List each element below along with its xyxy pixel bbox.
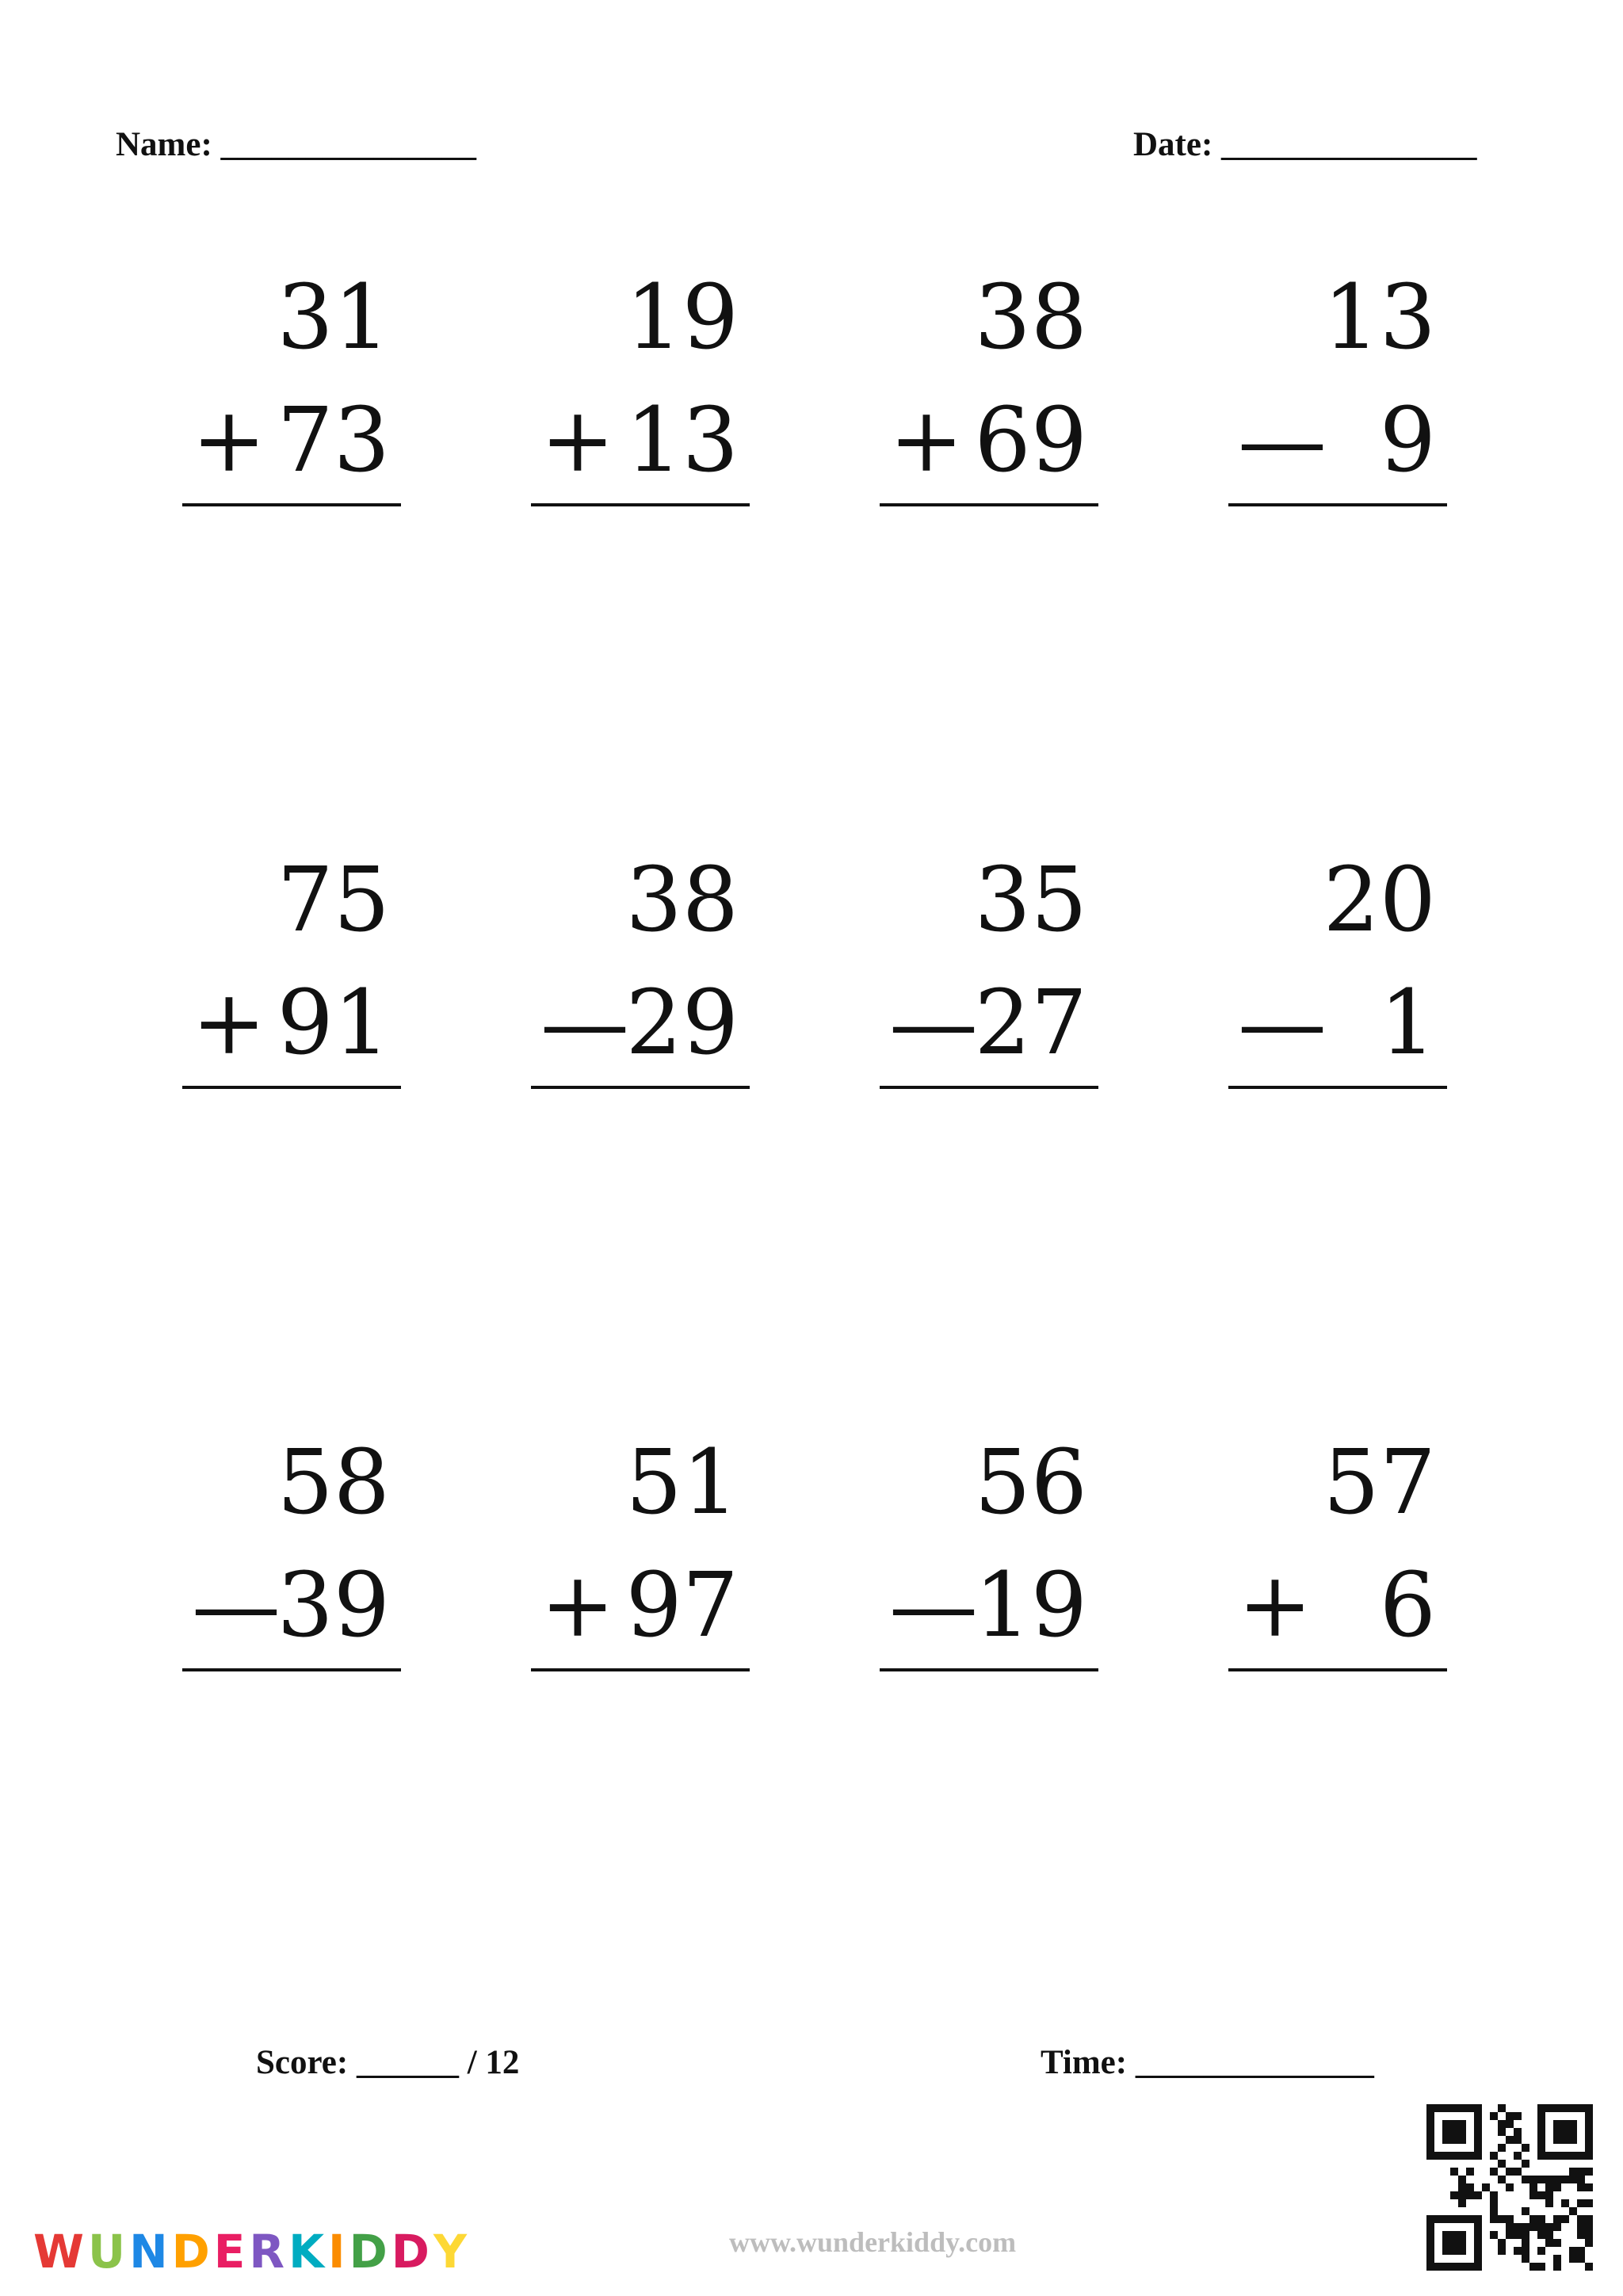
problem-9	[184, 1431, 390, 1657]
logo-letter: W	[33, 2225, 85, 2279]
problem-2	[533, 266, 739, 492]
problem-top-number: 35	[974, 849, 1087, 952]
problem-12	[1230, 1431, 1436, 1657]
answer-line	[1228, 1086, 1447, 1089]
logo-letter: K	[288, 2225, 326, 2279]
logo-letter: U	[87, 2225, 127, 2279]
operator-sign: —	[889, 972, 978, 1075]
problem-6	[533, 849, 739, 1075]
problem-1	[184, 266, 390, 492]
answer-line	[182, 1086, 401, 1089]
answer-line	[880, 1668, 1098, 1671]
answer-line	[531, 1086, 750, 1089]
operator-sign: +	[192, 389, 266, 492]
answer-line	[880, 503, 1098, 506]
logo-letter: I	[328, 2225, 346, 2279]
problem-bottom-number: 69	[974, 389, 1087, 492]
problem-4	[1230, 266, 1436, 492]
problem-bottom-number: 1	[1379, 972, 1436, 1075]
problem-top-number: 75	[277, 849, 390, 952]
answer-line	[1228, 503, 1447, 506]
name-field-label: Name: _______________	[116, 126, 477, 163]
problem-bottom-number: 27	[974, 972, 1087, 1075]
problem-bottom-number: 6	[1379, 1554, 1436, 1657]
operator-sign: —	[540, 972, 629, 1075]
time-field-label: Time: ______________	[1041, 2044, 1374, 2081]
logo-letter: R	[249, 2225, 286, 2279]
logo-letter: D	[391, 2225, 430, 2279]
operator-sign: +	[1238, 1554, 1312, 1657]
answer-line	[1228, 1668, 1447, 1671]
problem-top-number: 31	[277, 266, 390, 369]
problem-bottom-number: 29	[625, 972, 739, 1075]
logo-letter: E	[213, 2225, 246, 2279]
problem-bottom-number: 9	[1379, 389, 1436, 492]
problem-11	[881, 1431, 1087, 1657]
problem-bottom-number: 19	[974, 1554, 1087, 1657]
answer-line	[531, 1668, 750, 1671]
problem-bottom-number: 73	[277, 389, 390, 492]
problem-top-number: 38	[974, 266, 1087, 369]
operator-sign: —	[1238, 972, 1327, 1075]
problem-bottom-number: 97	[625, 1554, 739, 1657]
problem-top-number: 58	[277, 1431, 390, 1534]
problem-7	[881, 849, 1087, 1075]
problem-bottom-number: 39	[277, 1554, 390, 1657]
date-field-label: Date: _______________	[1133, 126, 1477, 163]
answer-line	[182, 503, 401, 506]
operator-sign: +	[540, 389, 615, 492]
problem-top-number: 13	[1323, 266, 1436, 369]
wunderkiddy-logo	[33, 2225, 468, 2279]
logo-letter: Y	[433, 2225, 468, 2279]
logo-letter: D	[349, 2225, 388, 2279]
operator-sign: —	[889, 1554, 978, 1657]
problem-top-number: 19	[625, 266, 739, 369]
operator-sign: —	[1238, 389, 1327, 492]
answer-line	[880, 1086, 1098, 1089]
answer-line	[531, 503, 750, 506]
problem-top-number: 38	[625, 849, 739, 952]
problem-top-number: 20	[1323, 849, 1436, 952]
logo-letter: N	[129, 2225, 169, 2279]
problem-bottom-number: 91	[277, 972, 390, 1075]
problem-top-number: 56	[974, 1431, 1087, 1534]
problem-5	[184, 849, 390, 1075]
operator-sign: +	[192, 972, 266, 1075]
qr-code-icon	[1426, 2104, 1593, 2271]
website-url: www.wunderkiddy.com	[729, 2226, 1017, 2258]
problem-top-number: 51	[625, 1431, 739, 1534]
logo-letter: D	[171, 2225, 211, 2279]
score-field-label: Score: ______ / 12	[256, 2044, 520, 2081]
problem-10	[533, 1431, 739, 1657]
problem-8	[1230, 849, 1436, 1075]
problem-top-number: 57	[1323, 1431, 1436, 1534]
problem-bottom-number: 13	[625, 389, 739, 492]
operator-sign: +	[540, 1554, 615, 1657]
operator-sign: —	[192, 1554, 281, 1657]
operator-sign: +	[889, 389, 964, 492]
problem-3	[881, 266, 1087, 492]
answer-line	[182, 1668, 401, 1671]
